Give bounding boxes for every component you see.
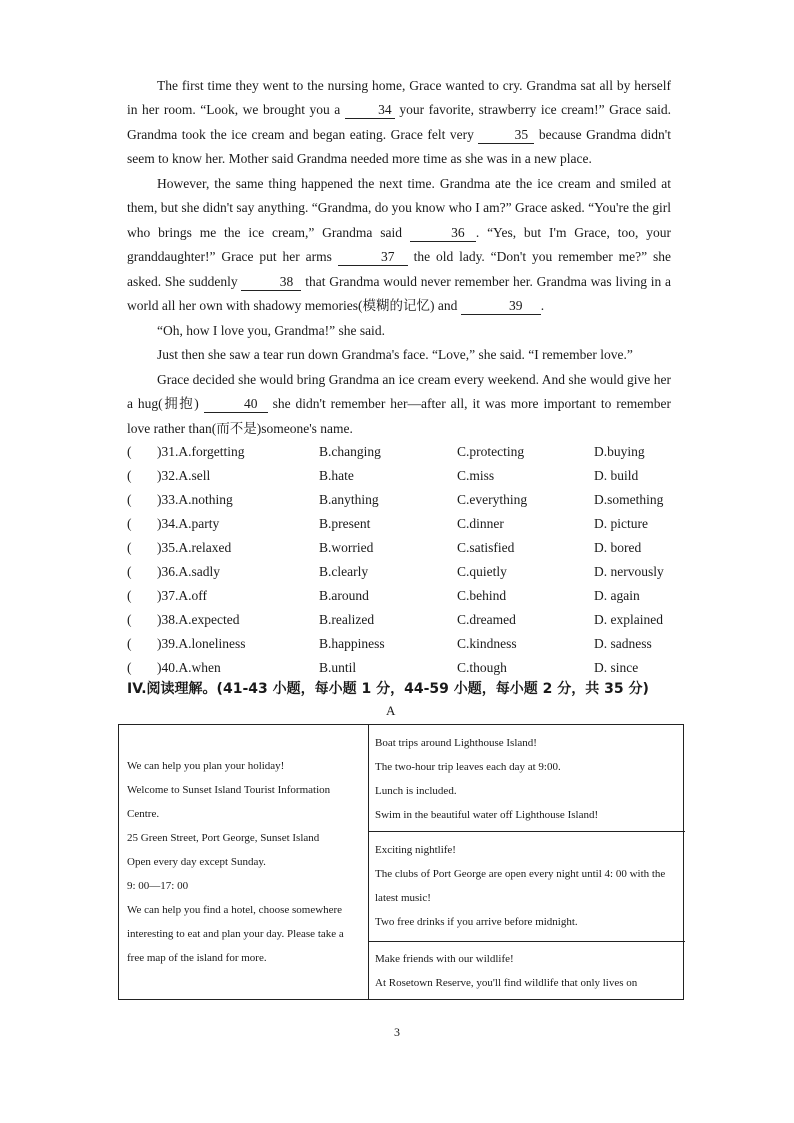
cell-line: Lunch is included.: [375, 785, 457, 797]
question-row: [127, 513, 687, 537]
table-divider: [368, 831, 685, 832]
nightlife-cell: [375, 838, 679, 934]
answer-paren[interactable]: (: [127, 564, 132, 579]
table-divider: [368, 725, 369, 999]
option-d[interactable]: D. explained: [594, 612, 663, 627]
option-a[interactable]: )39.A.loneliness: [157, 636, 246, 651]
option-a[interactable]: )36.A.sadly: [157, 564, 220, 579]
option-c[interactable]: C.everything: [457, 492, 528, 507]
passage-label: A: [386, 703, 396, 718]
text-segment: that Grandma would never remember her. Grandma was living in a world all her own with shadowy memories(模糊的记忆) and: [127, 273, 672, 314]
blank-36[interactable]: 36: [410, 225, 476, 242]
option-b[interactable]: B.realized: [319, 612, 375, 627]
info-centre-cell: [127, 754, 363, 970]
page-number: 3: [394, 1025, 400, 1039]
blank-35[interactable]: 35: [478, 127, 534, 144]
paragraph-5: [127, 368, 671, 441]
option-b[interactable]: B.until: [319, 660, 357, 675]
cell-line: The two-hour trip leaves each day at 9:00.: [375, 761, 561, 773]
option-a[interactable]: )40.A.when: [157, 660, 221, 675]
option-c[interactable]: C.kindness: [457, 636, 517, 651]
answer-paren[interactable]: (: [127, 444, 132, 459]
paragraph-4: Just then she saw a tear run down Grandma's face. “Love,” she said. “I remember love.”: [157, 347, 633, 362]
text-segment: because Grandma didn't seem to know her. Mother said Grandma needed more time as she was in a new place.: [127, 126, 671, 167]
option-d[interactable]: D. sadness: [594, 636, 652, 651]
answer-paren[interactable]: (: [127, 468, 132, 483]
blank-38[interactable]: 38: [241, 274, 301, 291]
text-segment: . “Yes, but I'm Grace, too, your granddaughter!” Grace put her arms: [127, 224, 671, 265]
wildlife-cell: [375, 947, 679, 995]
cell-line: We can help you plan your holiday!: [127, 760, 285, 772]
paragraph-1: [127, 74, 671, 172]
table-divider: [368, 941, 685, 942]
option-d[interactable]: D. since: [594, 660, 639, 675]
blank-40[interactable]: 40: [204, 396, 268, 413]
option-c[interactable]: C.satisfied: [457, 540, 515, 555]
option-a[interactable]: )35.A.relaxed: [157, 540, 232, 555]
cell-line: 25 Green Street, Port George, Sunset Island: [127, 832, 320, 844]
question-row: [127, 441, 687, 465]
option-c[interactable]: C.though: [457, 660, 507, 675]
text-segment: .: [540, 298, 545, 314]
option-d[interactable]: D. picture: [594, 516, 648, 531]
text-segment: The first time they went to the nursing home, Grace wanted to cry. Grandma sat all by herself in her room. “Look, we brought you a: [127, 78, 671, 118]
question-row: [127, 609, 687, 633]
option-d[interactable]: D.something: [594, 492, 664, 507]
option-a[interactable]: )34.A.party: [157, 516, 220, 531]
option-d[interactable]: D. bored: [594, 540, 642, 555]
text-segment: However, the same thing happened the next time. Grandma ate the ice cream and smiled at them, but she didn't say anything. “Grandma, do you know who I am?” Grace asked. “You're the girl who brings me the ice cream,” Grandma said: [127, 176, 671, 240]
answer-paren[interactable]: (: [127, 612, 132, 627]
question-row: [127, 489, 687, 513]
option-c[interactable]: C.behind: [457, 588, 507, 603]
blank-37[interactable]: 37: [338, 249, 408, 266]
question-row: [127, 561, 687, 585]
blank-39[interactable]: 39: [461, 298, 541, 315]
cell-line: 9: 00—17: 00: [127, 880, 189, 892]
question-row: [127, 585, 687, 609]
paragraph-2: [127, 172, 671, 318]
option-a[interactable]: )31.A.forgetting: [157, 444, 245, 459]
cell-line: The clubs of Port George are open every night until 4: 00 with the latest music!: [375, 868, 666, 904]
paragraph-3: “Oh, how I love you, Grandma!” she said.: [157, 323, 385, 338]
cell-line: Two free drinks if you arrive before midnight.: [375, 916, 578, 928]
option-a[interactable]: )33.A.nothing: [157, 492, 233, 507]
ad-table: [118, 724, 684, 1000]
option-b[interactable]: B.changing: [319, 444, 381, 459]
answer-paren[interactable]: (: [127, 660, 132, 675]
option-c[interactable]: C.protecting: [457, 444, 525, 459]
option-a[interactable]: )32.A.sell: [157, 468, 211, 483]
option-c[interactable]: C.dreamed: [457, 612, 516, 627]
answer-paren[interactable]: (: [127, 588, 132, 603]
cell-line: Boat trips around Lighthouse Island!: [375, 737, 537, 749]
cell-line: Welcome to Sunset Island Tourist Information Centre.: [127, 784, 331, 820]
option-d[interactable]: D.buying: [594, 444, 645, 459]
answer-paren[interactable]: (: [127, 492, 132, 507]
answer-paren[interactable]: (: [127, 516, 132, 531]
text-segment: your favorite, strawberry ice cream!” Grace said. Grandma took the ice cream and began eating. Grace felt very: [127, 102, 672, 142]
cell-line: Exciting nightlife!: [375, 844, 456, 856]
question-row: [127, 465, 687, 489]
option-d[interactable]: D. build: [594, 468, 639, 483]
option-b[interactable]: B.hate: [319, 468, 354, 483]
text-segment: Grace decided she would bring Grandma an ice cream every weekend. And she would give her a hug(拥抱): [127, 372, 671, 412]
text-segment: the old lady. “Don't you remember me?” she asked. She suddenly: [127, 249, 671, 289]
cell-line: We can help you find a hotel, choose somewhere interesting to eat and plan your day. Please take a free map of the island for more.: [127, 904, 344, 964]
answer-paren[interactable]: (: [127, 540, 132, 555]
option-b[interactable]: B.present: [319, 516, 371, 531]
option-c[interactable]: C.quietly: [457, 564, 507, 579]
options-list: [127, 441, 687, 681]
answer-paren[interactable]: (: [127, 636, 132, 651]
question-row: [127, 537, 687, 561]
option-b[interactable]: B.around: [319, 588, 369, 603]
cell-line: Swim in the beautiful water off Lighthouse Island!: [375, 809, 599, 821]
option-d[interactable]: D. again: [594, 588, 640, 603]
option-a[interactable]: )37.A.off: [157, 588, 207, 603]
question-row: [127, 633, 687, 657]
boat-trips-cell: [375, 731, 675, 827]
option-b[interactable]: B.worried: [319, 540, 374, 555]
cell-line: At Rosetown Reserve, you'll find wildlife that only lives on: [375, 977, 638, 989]
option-b[interactable]: B.clearly: [319, 564, 369, 579]
option-a[interactable]: )38.A.expected: [157, 612, 240, 627]
section-title: IV.阅读理解。(41-43 小题，每小题 1 分，44-59 小题，每小题 2 分，共 35 分): [127, 681, 649, 697]
text-segment: she didn't remember her—after all, it was more important to remember love rather than(而不是)someone's name.: [127, 396, 671, 436]
option-c[interactable]: C.miss: [457, 468, 495, 483]
cell-line: Open every day except Sunday.: [127, 856, 266, 868]
cell-line: Make friends with our wildlife!: [375, 953, 514, 965]
option-b[interactable]: B.happiness: [319, 636, 385, 651]
blank-34[interactable]: 34: [345, 102, 395, 119]
option-b[interactable]: B.anything: [319, 492, 379, 507]
option-d[interactable]: D. nervously: [594, 564, 664, 579]
option-c[interactable]: C.dinner: [457, 516, 504, 531]
